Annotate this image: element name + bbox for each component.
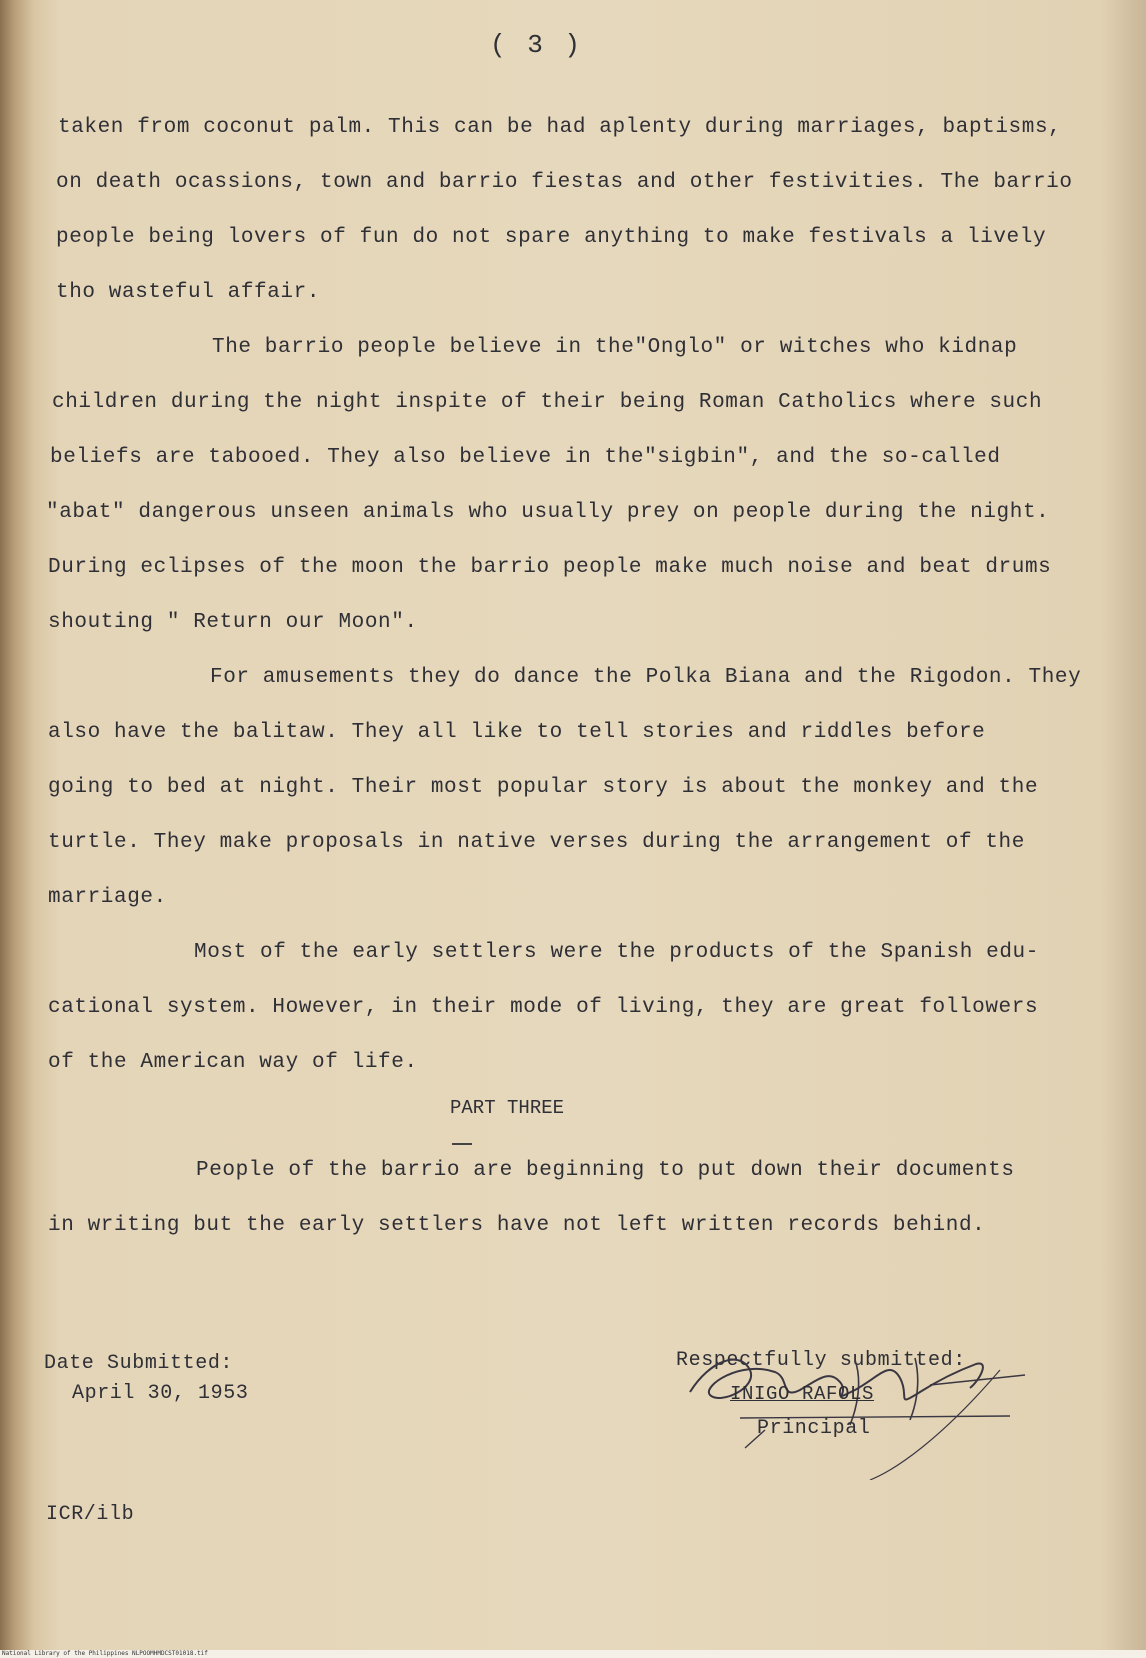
text-line: turtle. They make proposals in native verses during the arrangement of the [48,831,1025,854]
signatory-title: Principal [757,1417,871,1440]
page-number: ( 3 ) [490,30,584,60]
handwritten-signature [680,1330,1060,1480]
text-line: People of the barrio are beginning to put down their documents [196,1159,1015,1182]
text-line: taken from coconut palm. This can be had aplenty during marriages, baptisms, [58,116,1062,139]
text-line: cational system. However, in their mode of living, they are great followers [48,996,1039,1019]
dash-mark [452,1143,472,1145]
reference-initials: ICR/ilb [46,1503,135,1526]
text-line: people being lovers of fun do not spare anything to make festivals a lively [56,226,1047,249]
text-line: beliefs are tabooed. They also believe in the"sigbin", and the so-called [50,446,1001,469]
text-line: on death ocassions, town and barrio fiestas and other festivities. The barrio [56,171,1073,194]
text-line: also have the balitaw. They all like to tell stories and riddles before [48,721,986,744]
text-line: in writing but the early settlers have not left written records behind. [48,1214,986,1237]
text-line: During eclipses of the moon the barrio people make much noise and beat drums [48,556,1052,579]
text-line: For amusements they do dance the Polka Biana and the Rigodon. They [210,666,1082,689]
text-line: shouting " Return our Moon". [48,611,418,634]
text-line: children during the night inspite of their being Roman Catholics where such [52,391,1043,414]
text-line: of the American way of life. [48,1051,418,1074]
signatory-name: INIGO RAFOLS [730,1383,875,1405]
text-line: The barrio people believe in the"Onglo" or witches who kidnap [212,336,1018,359]
text-line: marriage. [48,886,167,909]
respectfully-submitted-label: Respectfully submitted: [676,1349,966,1372]
date-submitted-value: April 30, 1953 [72,1382,249,1405]
text-line: tho wasteful affair. [56,281,321,304]
text-line: going to bed at night. Their most popular story is about the monkey and the [48,776,1039,799]
date-submitted-label: Date Submitted: [44,1352,234,1375]
scan-footer: National Library of the Philippines NLPOOMHMDCST01018.tif [0,1650,1146,1658]
text-line: "abat" dangerous unseen animals who usually prey on people during the night. [46,501,1050,524]
text-line: Most of the early settlers were the products of the Spanish edu- [194,941,1039,964]
signature [680,1330,1060,1480]
section-heading: PART THREE [450,1097,565,1119]
